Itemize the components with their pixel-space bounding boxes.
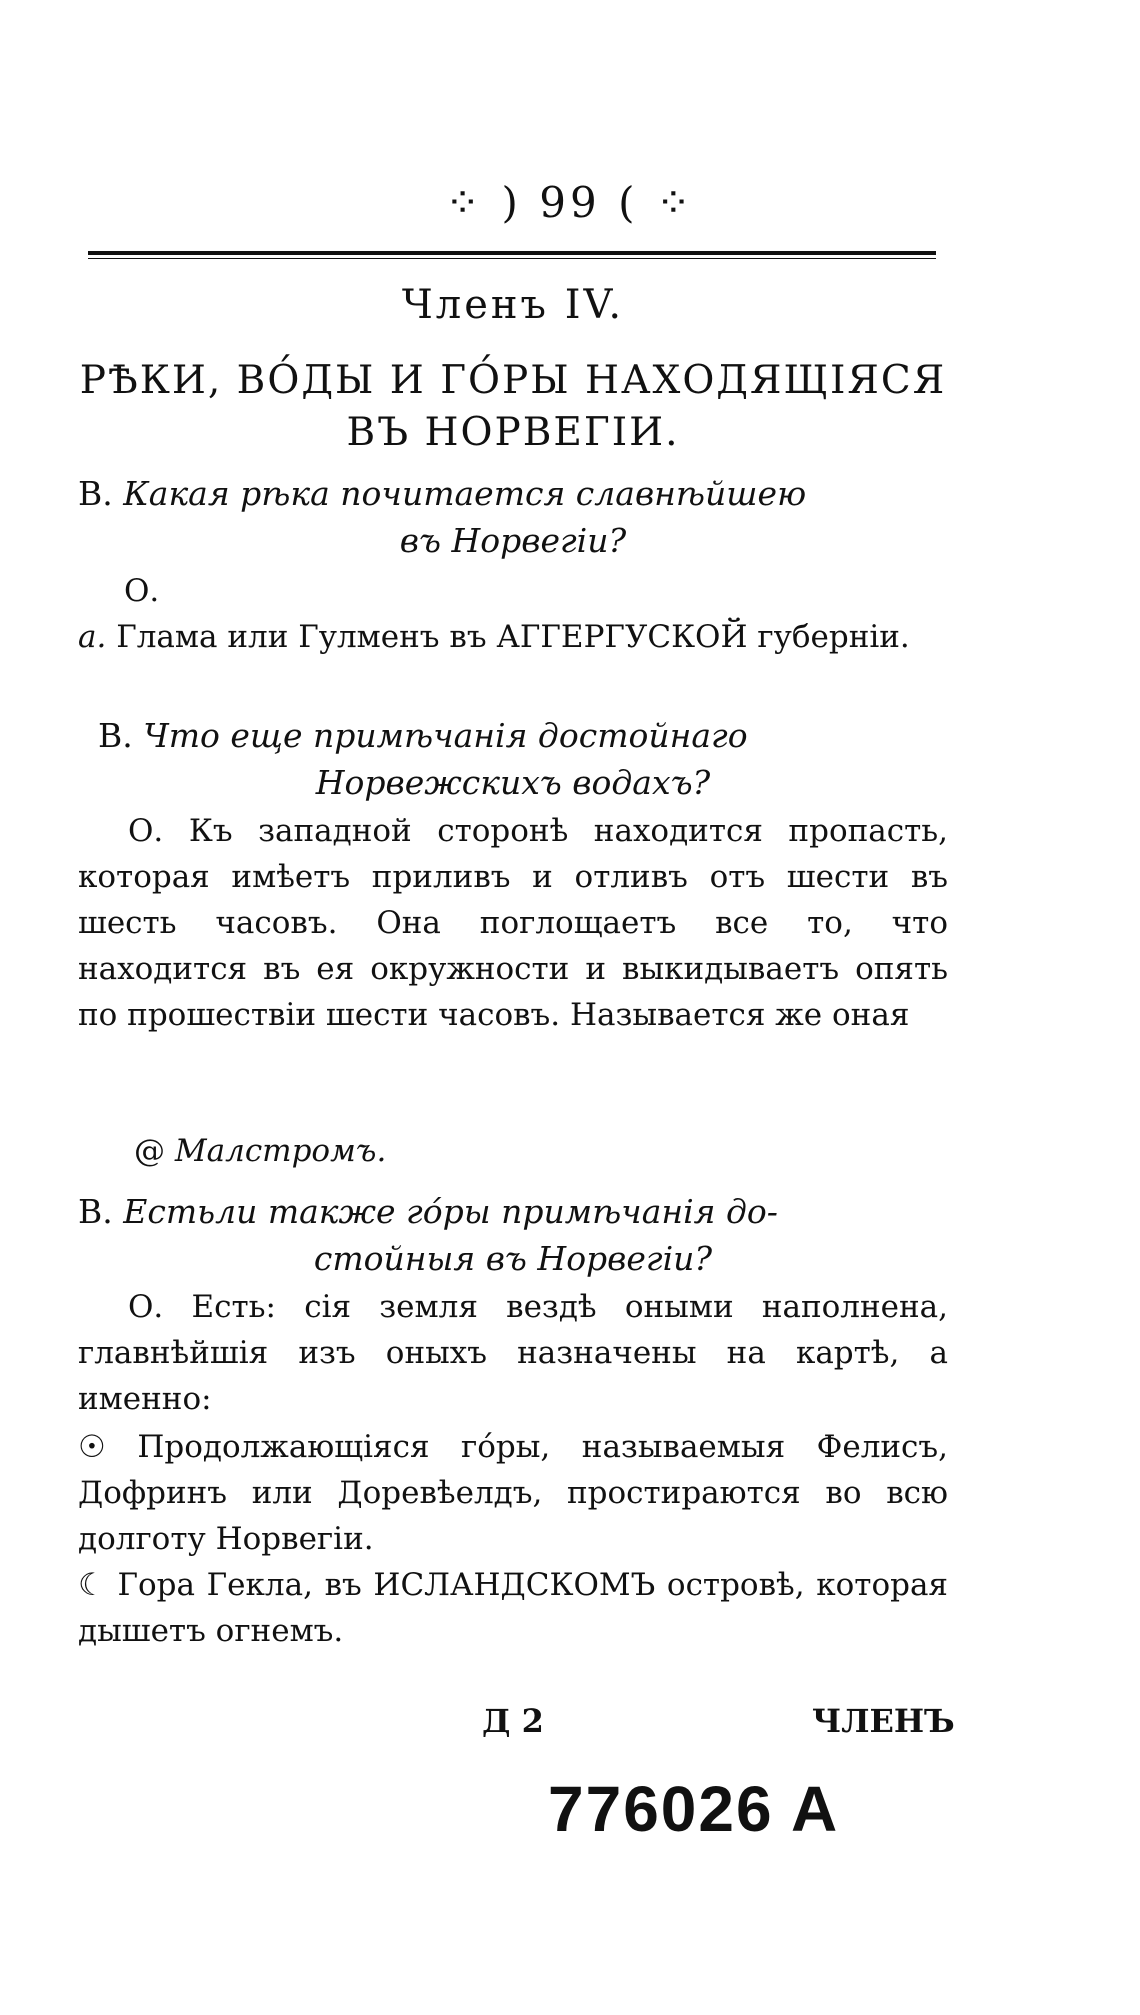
answer-1 <box>78 614 948 660</box>
library-stamp-number: 776026 A <box>548 1773 840 1845</box>
malstrom-symbol-icon: @ <box>134 1133 165 1169</box>
answer-2-lead: О. <box>128 813 164 849</box>
answer-2-text: Къ западной сторонѣ находится пропасть, которая имѣетъ приливъ и отливъ отъ шести въ шесть часовъ. Она поглощаетъ все то, что находится въ ея окружности и выкидываетъ опять по прошествіи шести часовъ. Называется же оная <box>78 813 948 1033</box>
question-3-line1: Естьли также го́ры примѣчанія до- <box>123 1192 778 1231</box>
answer-3-item-2 <box>78 1562 948 1654</box>
question-2-line1: Что еще примѣчанія достойнаго <box>143 716 748 755</box>
moon-symbol-icon: ☾ <box>78 1567 106 1603</box>
question-1-line2: въ Норвегіи? <box>399 521 627 560</box>
answer-2 <box>78 808 948 1038</box>
answer-3-text: Есть: сія земля вездѣ оными наполнена, главнѣйшія изъ оныхъ назначены на картѣ, а именно: <box>78 1289 948 1417</box>
signature-mark: Д 2 <box>482 1702 544 1740</box>
answer-3-item-1 <box>78 1424 948 1562</box>
question-2-lead: В. <box>98 716 133 755</box>
question-1 <box>78 470 948 564</box>
sun-symbol-icon: ☉ <box>78 1429 106 1465</box>
question-3-line2: стойныя въ Норвегіи? <box>313 1239 713 1278</box>
section-title-line2: ВЪ НОРВЕГІИ. <box>346 410 680 455</box>
question-1-lead: В. <box>78 474 113 513</box>
question-3 <box>78 1188 948 1282</box>
answer-1-text: Глама или Гулменъ въ АГГЕРГУСКОЙ губерніи. <box>116 619 910 655</box>
answer-2-name-line <box>134 1128 1004 1174</box>
header-rule-thin <box>88 258 936 259</box>
question-2 <box>78 712 948 806</box>
question-3-lead: В. <box>78 1192 113 1231</box>
question-2-line2: Норвежскихъ водахъ? <box>315 763 711 802</box>
answer-2-name: Малстромъ. <box>174 1133 387 1169</box>
question-1-line1: Какая рѣка почитается славнѣйшею <box>123 474 807 513</box>
catchword: ЧЛЕНЪ <box>812 1702 955 1740</box>
section-title-line1: РѢКИ, ВО́ДЫ И ГО́РЫ НАХОДЯЩІЯСЯ <box>79 358 947 403</box>
answer-3-lead: О. <box>128 1289 164 1325</box>
page-header: ⁘ ) 99 ( ⁘ <box>445 178 695 227</box>
answer-1-lead: О. <box>124 573 160 609</box>
answer-3-item-2-text: Гора Гекла, въ ИСЛАНДСКОМЪ островѣ, которая дышетъ огнемъ. <box>78 1567 948 1649</box>
section-title <box>78 355 948 459</box>
answer-3-item-1-text: Продолжающіяся го́ры, называемыя Фелисъ, Дофринъ или Доревѣелдъ, простираются во всю долготу Норвегіи. <box>78 1429 948 1557</box>
answer-1-marker: а. <box>78 619 107 655</box>
answer-3 <box>78 1284 948 1422</box>
chapter-heading: Членъ IV. <box>401 282 625 328</box>
header-rule <box>88 251 936 255</box>
